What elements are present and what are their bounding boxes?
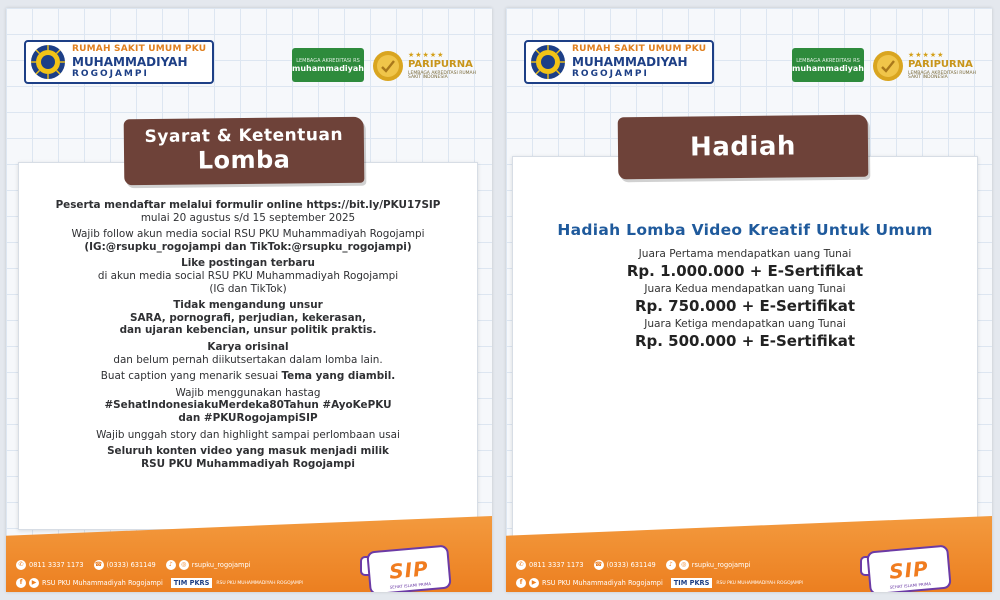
hospital-name-line3: ROGOJAMPI [72, 69, 149, 79]
rule-text: (IG dan TikTok) [209, 282, 287, 295]
prize-item-third [513, 317, 977, 351]
rule-item [19, 429, 477, 442]
rule-bold: Seluruh konten video yang masuk menjadi milik [107, 445, 389, 458]
rule-item [19, 257, 477, 295]
prize-label: Juara Pertama mendapatkan uang Tunai [638, 248, 852, 260]
rule-bold: (IG:@rsupku_rogojampi dan TikTok:@rsupku_rogojampi) [84, 240, 412, 253]
whatsapp-number[interactable]: 0811 3337 1173 [529, 561, 584, 569]
sip-sub: SEHAT ISLAMI PRIMA [389, 581, 432, 590]
muhammadiyah-emblem-icon [530, 44, 566, 80]
prize-amount: Rp. 1.000.000 + E-Sertifikat [626, 262, 864, 280]
rule-item [19, 341, 477, 366]
prize-label: Juara Kedua mendapatkan uang Tunai [644, 283, 846, 295]
rule-text: di akun media social RSU PKU Muhammadiyah Rogojampi [97, 269, 399, 282]
tim-pkrs-sub: RSU PKU MUHAMMADIYAH ROGOJAMPI [716, 580, 803, 586]
paripurna-sub: LEMBAGA AKREDITASI RUMAH SAKIT INDONESIA [908, 70, 976, 80]
rule-bold: #SehatIndonesiakuMerdeka80Tahun #AyoKePKU [104, 399, 392, 412]
rule-text: Buat caption yang menarik sesuai [100, 370, 279, 383]
rule-item [19, 387, 477, 425]
rule-bold: SARA, pornografi, perjudian, kekerasan, [130, 311, 366, 324]
whatsapp-icon: ✆ [16, 560, 26, 570]
paripurna-badge [872, 48, 990, 84]
hospital-name-line2: MUHAMMADIYAH [72, 55, 188, 69]
facebook-icon: f [516, 578, 526, 588]
banner-title: Hadiah [689, 131, 797, 163]
page-name[interactable]: RSU PKU Muhammadiyah Rogojampi [542, 579, 663, 587]
rules-list [19, 163, 477, 470]
footer-contacts [16, 560, 251, 570]
muhammadiyah-emblem-icon [30, 44, 66, 80]
rule-bold: dan ujaran kebencian, unsur politik praktis. [119, 324, 377, 337]
muhammadiyah-accreditation-badge [792, 48, 864, 82]
instagram-icon: ◎ [179, 560, 189, 570]
rule-text: Wajib follow akun media social RSU PKU Muhammadiyah Rogojampi [71, 228, 425, 241]
hospital-logo [524, 40, 714, 84]
rule-bold: RSU PKU Muhammadiyah Rogojampi [141, 457, 355, 470]
sip-logo [366, 545, 452, 592]
rule-item [19, 370, 477, 383]
prize-list [513, 247, 977, 351]
gold-medal-icon [372, 50, 404, 82]
muhammadiyah-accreditation-badge [292, 48, 364, 82]
tiktok-icon: ♪ [166, 560, 176, 570]
muh-badge-tag: LEMBAGA AKREDITASI RS [796, 57, 860, 64]
prize-item-second [513, 282, 977, 316]
rule-bold: Peserta mendaftar melalui formulir online https://bit.ly/PKU17SIP [55, 199, 441, 211]
prizes-card [512, 156, 978, 548]
whatsapp-number[interactable]: 0811 3337 1173 [29, 561, 84, 569]
rule-bold: Karya orisinal [207, 340, 289, 353]
instagram-icon: ◎ [679, 560, 689, 570]
footer-contacts [516, 560, 751, 570]
hospital-name-line1: RUMAH SAKIT UMUM PKU [72, 44, 207, 54]
youtube-icon: ▶ [529, 578, 539, 588]
rule-text: Wajib unggah story dan highlight sampai perlombaan usai [96, 428, 400, 441]
tim-pkrs-label: TIM PKRS [671, 578, 713, 588]
banner-line1: Syarat & Ketentuan [144, 124, 344, 148]
prize-amount: Rp. 750.000 + E-Sertifikat [634, 297, 856, 315]
footer-pages [16, 578, 303, 588]
phone-number[interactable]: (0333) 631149 [606, 561, 656, 569]
rule-bold: Tema yang diambil. [281, 370, 396, 383]
slide-rules[interactable] [6, 8, 492, 592]
paripurna-label: PARIPURNA [408, 58, 473, 70]
sip-sub: SEHAT ISLAMI PRIMA [889, 581, 932, 590]
hospital-name-line1: RUMAH SAKIT UMUM PKU [572, 44, 707, 54]
hospital-name-line2: MUHAMMADIYAH [572, 55, 688, 69]
whatsapp-icon: ✆ [516, 560, 526, 570]
page-name[interactable]: RSU PKU Muhammadiyah Rogojampi [42, 579, 163, 587]
gold-medal-icon [872, 50, 904, 82]
prize-title: Hadiah Lomba Video Kreatif Untuk Umum [557, 221, 933, 239]
rating-stars: ★★★★★ [908, 50, 945, 59]
muh-badge-word: muhammadiyah [292, 63, 364, 73]
muh-badge-tag: LEMBAGA AKREDITASI RS [296, 57, 360, 64]
muh-badge-word: muhammadiyah [792, 63, 864, 73]
tim-pkrs-sub: RSU PKU MUHAMMADIYAH ROGOJAMPI [216, 580, 303, 586]
hospital-logo [24, 40, 214, 84]
paripurna-label: PARIPURNA [908, 58, 973, 70]
facebook-icon: f [16, 578, 26, 588]
rule-item [19, 228, 477, 253]
rules-card [18, 162, 478, 530]
rating-stars: ★★★★★ [408, 50, 445, 59]
rule-bold: Like postingan terbaru [181, 257, 315, 270]
rule-text: dan belum pernah diikutsertakan dalam lomba lain. [113, 353, 383, 366]
prize-item-first [513, 247, 977, 281]
tiktok-icon: ♪ [666, 560, 676, 570]
rule-item [19, 199, 477, 224]
prizes-banner [618, 115, 869, 180]
rule-text: mulai 20 agustus s/d 15 september 2025 [140, 211, 356, 224]
phone-icon: ☎ [94, 561, 103, 568]
banner-line2: Lomba [197, 145, 291, 175]
social-handle[interactable]: rsupku_rogojampi [191, 561, 251, 569]
tim-pkrs-label: TIM PKRS [171, 578, 213, 588]
prize-label: Juara Ketiga mendapatkan uang Tunai [644, 318, 846, 330]
hospital-name-line3: ROGOJAMPI [572, 69, 649, 79]
rule-bold: Tidak mengandung unsur [173, 299, 323, 312]
slide-prizes[interactable] [506, 8, 992, 592]
footer-pages [516, 578, 803, 588]
rule-text: Wajib menggunakan hastag [175, 386, 321, 399]
sip-word: SIP [388, 556, 430, 584]
paripurna-sub: LEMBAGA AKREDITASI RUMAH SAKIT INDONESIA [408, 70, 476, 80]
sip-logo [866, 545, 952, 592]
social-handle[interactable]: rsupku_rogojampi [691, 561, 751, 569]
rule-item [19, 445, 477, 470]
rule-item [19, 299, 477, 337]
prize-amount: Rp. 500.000 + E-Sertifikat [634, 332, 856, 350]
rules-banner [124, 117, 365, 186]
sip-word: SIP [888, 556, 930, 584]
rule-bold: dan #PKURogojampiSIP [178, 411, 318, 424]
phone-icon: ☎ [594, 561, 603, 568]
phone-number[interactable]: (0333) 631149 [106, 561, 156, 569]
youtube-icon: ▶ [29, 578, 39, 588]
paripurna-badge [372, 48, 490, 84]
